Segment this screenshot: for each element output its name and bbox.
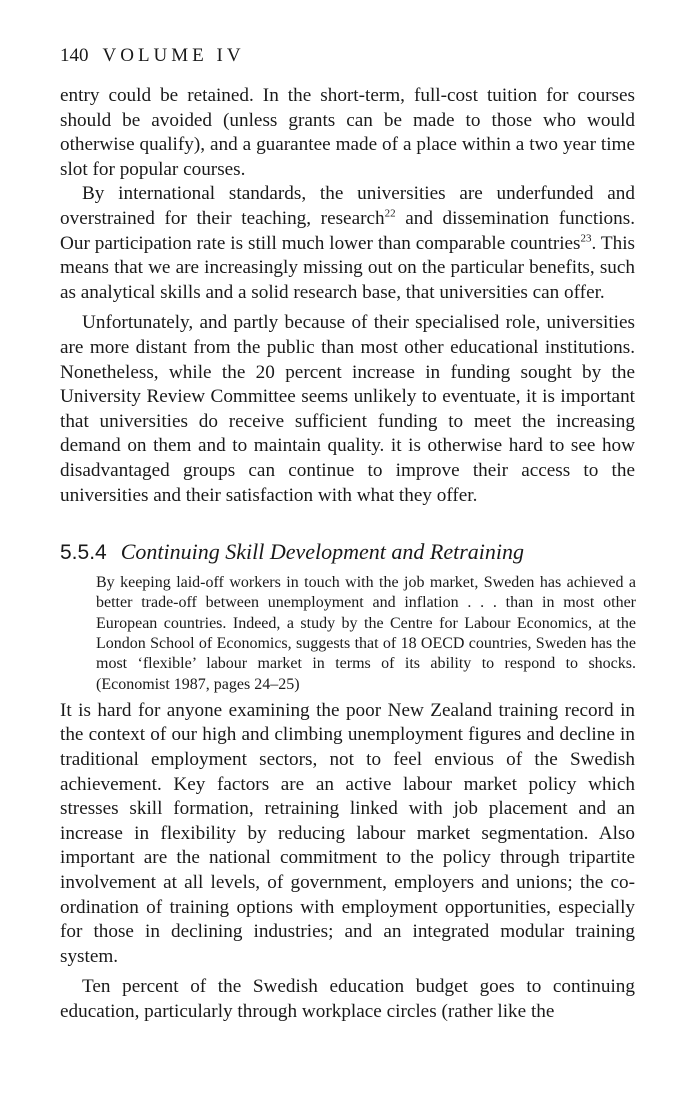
paragraph xyxy=(60,182,635,305)
running-head xyxy=(60,44,635,68)
section-title: Continuing Skill Development and Retraining xyxy=(120,539,524,565)
paragraph: Unfortunately, and partly because of their specialised role, universities are more distant from the public than most other educational institutions. Nonetheless, while the 20 percent increase in funding sought by the University Review Committee seems unlikely to eventuate, it is important that universities do receive sufficient funding to meet the increasing demand on them and to maintain quality. it is otherwise hard to see how disadvantaged groups can continue to improve their access to the universities and their satisfaction with what they offer. xyxy=(60,312,635,506)
body-text xyxy=(60,699,635,1025)
book-page xyxy=(60,44,635,1025)
footnote-ref: 22 xyxy=(384,207,396,220)
paragraph: It is hard for anyone examining the poor New Zealand training record in the context of our high and climbing unemployment figures and decline in traditional employment sectors, not to feel envious of the Swedish achievement. Key factors are an active labour market policy which stresses skill formation, retraining linked with job placement and an increase in flexibility by reducing labour market segmentation. Also important are the national commitment to the policy through tripartite involvement at all levels, of government, employers and unions; the co-ordination of training options with employment opportunities, especially for those in declining industries; and an integrated modular training system. xyxy=(60,699,635,967)
paragraph: entry could be retained. In the short-term, full-cost tuition for courses should be avoided (unless grants can be made to those who would otherwise qualify), and a guarantee made of a place within a two year time slot for popular courses. xyxy=(60,85,635,180)
paragraph-text: By international standards, the universities are underfunded and overstrained for their teaching, research xyxy=(60,183,635,229)
paragraph: Ten percent of the Swedish education budget goes to continuing education, particularly through workplace circles (rather like the xyxy=(60,976,635,1022)
body-text xyxy=(60,84,635,508)
paragraph-text: and dissemination functions. Our participation rate is still much lower than comparable countries xyxy=(60,207,635,254)
quote-text: By keeping laid-off workers in touch with the job market, Sweden has achieved a better trade-off between unemployment and inflation . . . than in most other European countries. Indeed, a study by the Centre for Labour Economics, at the London School of Economics, suggests that of 18 OECD countries, Sweden has the most ‘flexible’ labour market in terms of its ability to respond to shocks. (Economist 1987, pages 24–25) xyxy=(96,574,636,693)
section-heading xyxy=(60,538,635,567)
volume-title: VOLUME IV xyxy=(102,45,245,66)
footnote-ref: 23 xyxy=(580,232,592,245)
block-quote xyxy=(96,573,636,695)
page-number: 140 xyxy=(60,45,89,66)
section-number: 5.5.4 xyxy=(60,541,107,565)
paragraph-text: . This means that we are increasingly missing out on the particular benefits, such as analytical skills and a solid research base, that universities can offer. xyxy=(60,232,636,303)
